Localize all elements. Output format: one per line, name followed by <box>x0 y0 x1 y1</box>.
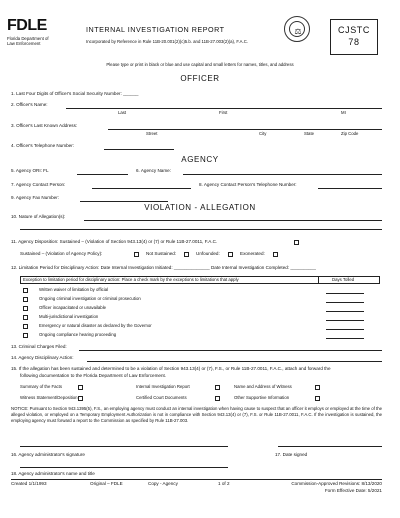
administrator-name-line[interactable] <box>20 467 228 468</box>
label-mi: MI <box>341 110 346 115</box>
days-tolled-line[interactable] <box>326 329 364 330</box>
field-10-nature-of-allegation: 10. Nature of Allegation(s): <box>11 214 66 219</box>
exonerated-label: Exonerated: <box>240 251 265 256</box>
field-12-limitation-period[interactable]: 12. Limitation Period for Disciplinary Action: Date Internal Investigation Initiated: ______________ Date Internal Investigation Completed: __________ <box>11 265 316 270</box>
exception-checkbox[interactable] <box>23 297 28 302</box>
department-name-line2: Law Enforcement <box>7 41 41 46</box>
days-tolled-line[interactable] <box>326 293 364 294</box>
exception-label: Ongoing criminal investigation or criminal prosecution <box>39 296 141 301</box>
disciplinary-action-line[interactable] <box>87 361 382 362</box>
exception-label: Multi-jurisdictional investigation <box>39 314 99 319</box>
instructions: Please type or print in black or blue and use capital and small letters for names, titles, and address <box>106 62 294 67</box>
days-tolled-header: Days Tolled <box>332 277 355 282</box>
exonerated-checkbox[interactable] <box>273 252 278 257</box>
exception-checkbox[interactable] <box>23 306 28 311</box>
document-label: Name and Address of Witness <box>234 384 292 389</box>
form-number-box <box>330 19 378 55</box>
sustained-policy-label: Sustained – (Violation of Agency Policy): <box>20 251 103 256</box>
label-first: First <box>219 110 228 115</box>
document-checkbox[interactable] <box>315 396 320 401</box>
document-label: Summary of the Facts <box>20 384 63 389</box>
exception-checkbox[interactable] <box>23 324 28 329</box>
document-checkbox[interactable] <box>215 396 220 401</box>
field-15-instructions-line2: following documentation to the Florida Department of Law Enforcement. <box>20 373 167 378</box>
field-6-agency-name: 6. Agency Name: <box>136 168 171 173</box>
footer-revisions: Commission-Approved Revisions: 8/13/2020 <box>291 481 382 486</box>
exceptions-header: Exception to limitation period for disciplinary action: Place a check mark by the exceptions to limitations that apply <box>23 277 239 282</box>
officer-telephone-line[interactable] <box>104 149 174 150</box>
days-tolled-line[interactable] <box>326 338 364 339</box>
agency-heading: AGENCY <box>181 155 219 164</box>
label-state: State <box>304 131 315 136</box>
agency-ori-line[interactable] <box>77 174 128 175</box>
notice-paragraph: NOTICE: Pursuant to Section 943.1395(5), F.S., an employing agency must conduct an internal investigation when having cause to suspect that an officer it employs or employed at the time of the alleged violation, or employed on a Temporary Employment Authorization is not in compliance with Section 943.13(4) or (7), F.S. or Rule 11B-27.0011, F.A.C. If the investigation is sustained, the employing agency must forward a report to the Commission as specified by Rule 11B-27.003. <box>11 406 382 423</box>
allegation-line-1[interactable] <box>84 220 382 221</box>
field-17-date-signed: 17. Date signed <box>275 452 308 457</box>
exception-label: Written waiver of limitation by official <box>39 287 109 292</box>
footer-page: 1 of 2 <box>218 481 230 486</box>
footer-copy: Copy - Agency <box>148 481 178 486</box>
field-16-signature: 16. Agency administrator's signature <box>11 452 85 457</box>
document-label: Other Supportive Information <box>234 395 290 400</box>
form-code: CJSTC <box>338 25 370 35</box>
exception-checkbox[interactable] <box>23 288 28 293</box>
not-sustained-label: Not Sustained: <box>146 251 177 256</box>
field-4-telephone: 4. Officer's Telephone Number: <box>11 143 75 148</box>
field-7-contact-person: 7. Agency Contact Person: <box>11 182 66 187</box>
document-label: Internal Investigation Report <box>136 384 190 389</box>
officer-heading: OFFICER <box>180 74 220 83</box>
exceptions-header-divider <box>318 276 319 284</box>
days-tolled-line[interactable] <box>326 320 364 321</box>
form-number: 78 <box>348 36 360 47</box>
officer-address-line[interactable] <box>108 129 382 130</box>
exception-checkbox[interactable] <box>23 333 28 338</box>
fdle-seal <box>284 16 310 42</box>
form-title: INTERNAL INVESTIGATION REPORT <box>86 25 225 34</box>
contact-person-line[interactable] <box>92 188 191 189</box>
department-name-line1: Florida Department of <box>7 36 49 41</box>
unfounded-checkbox[interactable] <box>228 252 233 257</box>
officer-name-line[interactable] <box>66 108 382 109</box>
field-15-instructions-line1: 15. If the allegation has been sustained and determined to be a violation of Section 943.13(4) or (7), F.S., or Rule 11B-27.0011, F.A.C., attach and forward the <box>11 366 331 371</box>
violation-heading: VIOLATION - ALLEGATION <box>144 203 256 212</box>
exception-label: Emergency or natural disaster as declared by the Governor <box>39 323 152 328</box>
document-checkbox[interactable] <box>215 385 220 390</box>
document-checkbox[interactable] <box>78 385 83 390</box>
exception-label: Ongoing compliance hearing proceeding <box>39 332 117 337</box>
field-13-criminal-charges: 13. Criminal Charges Filed: <box>11 344 67 349</box>
footer-original: Original – FDLE <box>90 481 123 486</box>
days-tolled-line[interactable] <box>326 302 364 303</box>
label-last: Last <box>118 110 127 115</box>
sustained-statute-checkbox[interactable] <box>294 240 299 245</box>
date-signed-line[interactable] <box>278 446 382 447</box>
document-label: Certified Court Documents <box>136 395 187 400</box>
footer-divider <box>11 479 382 480</box>
scales-icon: ⚖ <box>294 27 302 36</box>
exception-label: Officer incapacitated or unavailable <box>39 305 107 310</box>
days-tolled-line[interactable] <box>326 311 364 312</box>
exception-checkbox[interactable] <box>23 315 28 320</box>
fax-line[interactable] <box>80 201 168 202</box>
not-sustained-checkbox[interactable] <box>184 252 189 257</box>
criminal-charges-line[interactable] <box>79 350 382 351</box>
allegation-line-2[interactable] <box>20 229 382 230</box>
footer-created: Created 1/1/1993 <box>11 481 47 486</box>
sustained-policy-checkbox[interactable] <box>134 252 139 257</box>
document-checkbox[interactable] <box>78 396 83 401</box>
field-1-ssn[interactable]: 1. Last Four Digits of Officer's Social Security Number: ______ <box>11 91 139 96</box>
signature-line[interactable] <box>20 446 228 447</box>
document-label: Witness Statement/Deposition <box>20 395 78 400</box>
fdle-logo: FDLE <box>7 17 47 34</box>
document-checkbox[interactable] <box>315 385 320 390</box>
agency-name-line[interactable] <box>183 174 382 175</box>
field-18-administrator-name: 18. Agency administrator's name and title <box>11 471 95 476</box>
incorporated-by-reference: Incorporated by Reference in Rule 11B-20.001(2)(c)5.b. and 11B-27.003(2)(a), F.A.C. <box>86 39 249 44</box>
label-city: City <box>259 131 267 136</box>
field-9-fax: 9. Agency Fax Number: <box>11 195 60 200</box>
field-5-agency-ori: 5. Agency ORI: FL <box>11 168 49 173</box>
footer-effective-date: Form Effective Date: 5/2021 <box>324 488 382 493</box>
unfounded-label: Unfounded: <box>196 251 220 256</box>
label-street: Street <box>146 131 158 136</box>
field-14-disciplinary-action: 14. Agency Disciplinary Action: <box>11 355 74 360</box>
field-2-officer-name: 2. Officer's Name: <box>11 102 48 107</box>
contact-telephone-line[interactable] <box>318 188 382 189</box>
label-zip: Zip Code <box>341 131 359 136</box>
field-3-address: 3. Officer's Last Known Address: <box>11 123 78 128</box>
field-8-contact-telephone: 8. Agency Contact Person's Telephone Number: <box>199 182 297 187</box>
field-11-disposition: 11. Agency Disposition: Sustained – (Violation of Section 943.13(4) or (7) or Rule 11B-27.0011, F.A.C. <box>11 239 218 244</box>
